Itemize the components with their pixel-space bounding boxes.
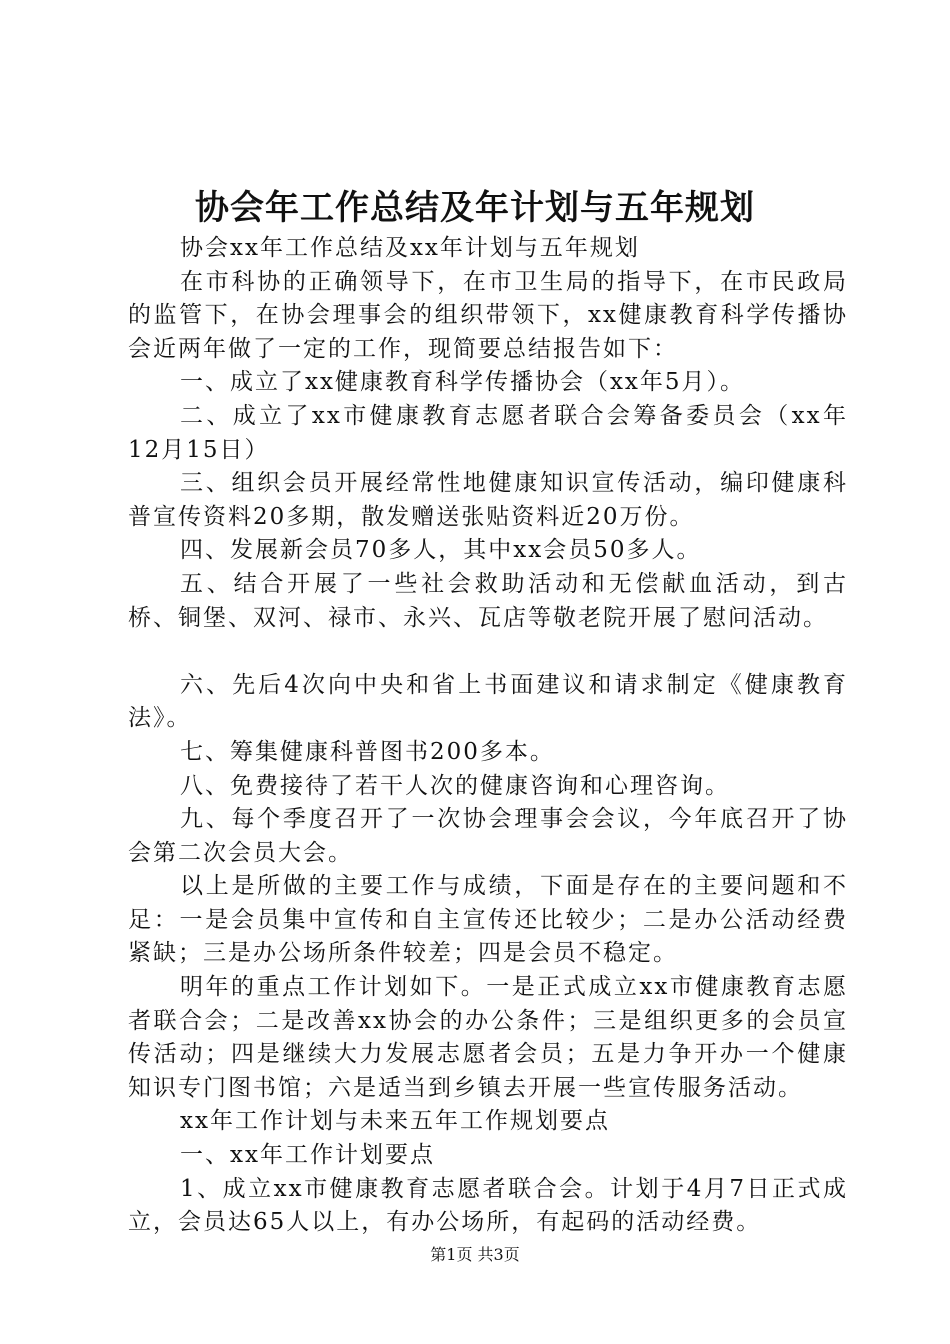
paragraph-item-3: 三、组织会员开展经常性地健康知识宣传活动，编印健康科普宣传资料20多期，散发赠送张贴资料近20万份。 — [128, 470, 848, 530]
paragraph-subsection-heading: 一、xx年工作计划要点 — [180, 1142, 435, 1169]
paragraph-section-heading: xx年工作计划与未来五年工作规划要点 — [180, 1108, 610, 1135]
paragraph-subtitle: 协会xx年工作总结及xx年计划与五年规划 — [180, 235, 640, 261]
document-title: 协会年工作总结及年计划与五年规划 — [195, 188, 755, 228]
paragraph-intro: 在市科协的正确领导下，在市卫生局的指导下，在市民政局的监管下，在协会理事会的组织带领下，xx健康教育科学传播协会近两年做了一定的工作，现简要总结报告如下： — [128, 268, 848, 362]
paragraph-item-1: 一、成立了xx健康教育科学传播协会（xx年5月）。 — [180, 369, 746, 396]
paragraph-item-8: 八、免费接待了若干人次的健康咨询和心理咨询。 — [180, 772, 730, 799]
paragraph-item-5: 五、结合开展了一些社会救助活动和无偿献血活动，到古桥、铜堡、双河、禄市、永兴、瓦店等敬老院开展了慰问活动。 — [128, 570, 848, 631]
paragraph-item-2: 二、成立了xx市健康教育志愿者联合会筹备委员会（xx年12月15日） — [128, 402, 848, 463]
paragraph-next-year-plan: 明年的重点工作计划如下。一是正式成立xx市健康教育志愿者联合会；二是改善xx协会的办公条件；三是组织更多的会员宣传活动；四是继续大力发展志愿者会员；五是力争开办一个健康知识专门图书馆；六是适当到乡镇去开展一些宣传服务活动。 — [128, 974, 848, 1101]
paragraph-problems: 以上是所做的主要工作与成绩，下面是存在的主要问题和不足：一是会员集中宣传和自主宣传还比较少；二是办公活动经费紧缺；三是办公场所条件较差；四是会员不稳定。 — [128, 873, 848, 967]
paragraph-item-6: 六、先后4次向中央和省上书面建议和请求制定《健康教育法》。 — [128, 671, 848, 732]
paragraph-item-9: 九、每个季度召开了一次协会理事会会议，今年底召开了协会第二次会员大会。 — [128, 806, 848, 866]
paragraph-item-7: 七、筹集健康科普图书200多本。 — [180, 738, 555, 765]
page-footer: 第1页 共3页 — [430, 1245, 520, 1264]
paragraph-item-4: 四、发展新会员70多人，其中xx会员50多人。 — [180, 537, 702, 564]
paragraph-plan-item-1: 1、成立xx市健康教育志愿者联合会。计划于4月7日正式成立，会员达65人以上，有办公场所，有起码的活动经费。 — [128, 1175, 848, 1236]
document-body — [128, 232, 848, 1240]
